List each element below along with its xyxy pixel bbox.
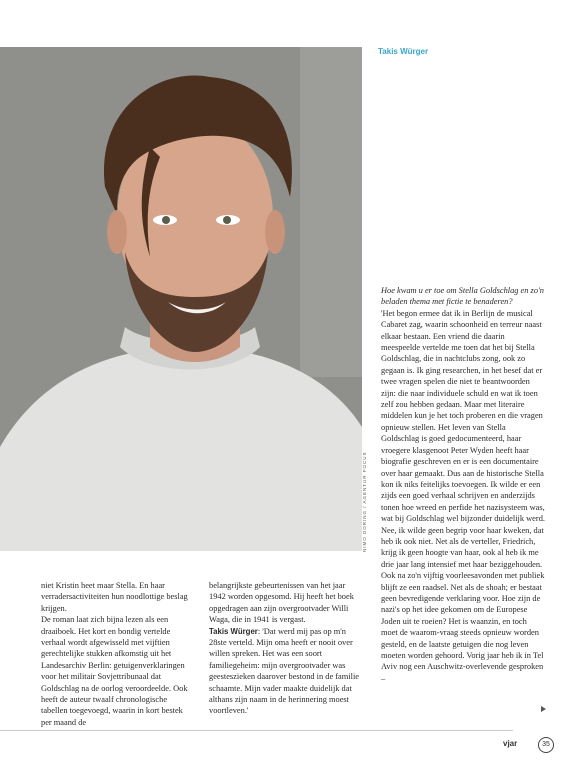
middle-paragraph-1: belangrijkste gebeurtenissen van het jaar 1942 worden opgesomd. Hij heeft het boek opgedragen aan zijn overgrootvader Willi Waga, die in 1941 is vergast.	[209, 581, 354, 625]
interview-answer: 'Het begon ermee dat ik in Berlijn de musical Cabaret zag, waarin schoonheid en terreur naast elkaar bestaan. Een vriend die daarin meespeelde vertelde me toen dat het bij Stella Goldschlag, die in nachtclubs zong, ook zo gegaan is. Ik ging researchen, in het besef dat er twee vragen spelen die niet te beantwoorden zijn: die naar individuele schuld en wat ik toen zelf zou hebben gedaan. Maar met literaire middelen kun je het toch proberen en die vragen opnieuw stellen. Het leven van Stella Goldschlag is goed gedocumenteerd, haar vroegere klasgenoot Peter Wyden heeft haar biografie geschreven en er is een documentaire over haar gemaakt. Dus aan de historische Stella kon ik niks feitelijks toevoegen. Ik wilde er een zijds een goed verhaal schrijven en anderzijds tonen hoe wreed en perfide het nazisysteem was, wat bij Goldschlag wel bijzonder duidelijk werd. Nee, ik wilde geen begrip voor haar kweken, dat heb ik ook niet. Net als de verteller, Friedrich, krijg ik geen hoogte van haar, ook al heb ik me drie jaar lang intensief met haar beziggehouden. Ook na zo'n vijftig voorleesavonden met publiek blijft ze een raadsel. Net als de shoah; er bestaat geen bevredigende verklaring voor. Hoe zijn de nazi's op het idee gekomen om de Europese Joden uit te roeien? Het is waanzin, en toch moet de waarom-vraag steeds opnieuw worden gesteld, en de laatste getuigen die nog leven moeten worden gehoord. Vorig jaar heb ik in Tel Aviv nog een Auschwitz-overlevende gesproken –	[381, 308, 545, 683]
photo-credit	[362, 451, 374, 552]
middle-paragraph-2	[209, 626, 364, 717]
speaker-name: Takis Würger	[209, 626, 258, 636]
left-paragraph-2: De roman laat zich bijna lezen als een draaiboek. Het kort en bondig vertelde verhaal wordt afgewisseld met vijftien gerechtelijke stukken afkomstig uit het Landesarchiv Berlin: getuigenverklaringen voor het militair Sovjettribunaal dat Goldschlag na de oorlog veroordeelde. Ook heeft de auteur twaalf chronologische tabellen toegevoegd, waarin in kort bestek per maand de	[41, 615, 188, 727]
page-number: 35	[538, 737, 554, 753]
speaker-quote: : 'Dat werd mij pas op m'n 28ste verteld. Mijn oma heeft er nooit over willen spreken. Het was een soort familiegeheim: mijn overgrootvader was geesteszieken daarover bestond in de familie schaamte. Mijn vader maakte duidelijk dat althans zijn naam in de herinnering moest voortleven.'	[209, 626, 359, 716]
magazine-logo: vjar	[503, 739, 518, 748]
left-paragraph-1: niet Kristin heet maar Stella. En haar verradersactiviteiten hun noodlottige beslag krijgen.	[41, 581, 188, 613]
photo-credit-text: NIMO DORING / AGENTUR FOCUS	[362, 451, 367, 552]
author-portrait-photo	[0, 47, 362, 551]
author-tag: Takis Würger	[378, 47, 429, 56]
interview-question: Hoe kwam u er toe om Stella Goldschlag en zo'n beladen thema met fictie te benaderen?	[381, 286, 544, 307]
middle-column	[209, 580, 364, 717]
continue-arrow-icon	[541, 706, 546, 712]
right-column	[381, 285, 545, 684]
portrait-illustration	[0, 47, 362, 551]
footer-divider	[0, 730, 513, 731]
left-column	[41, 580, 192, 728]
